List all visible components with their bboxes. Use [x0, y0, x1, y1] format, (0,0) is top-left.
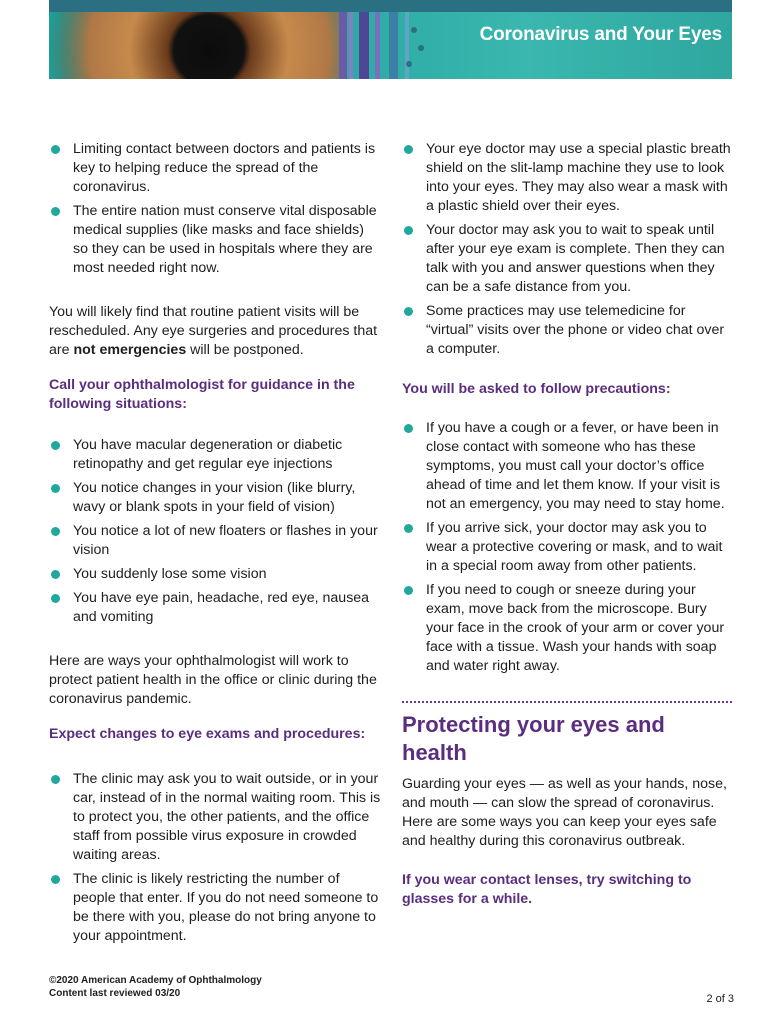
bullet-icon — [51, 207, 60, 216]
list-item: Some practices may use telemedicine for “virtual” visits over the phone or video chat over a computer. — [402, 302, 734, 359]
list-item: You notice a lot of new floaters or flashes in your vision — [49, 522, 381, 560]
guidance-bullets — [49, 436, 381, 627]
copyright: ©2020 American Academy of Ophthalmology — [49, 975, 262, 986]
list-item: The clinic may ask you to wait outside, or in your car, instead of in the normal waiting room. This is to protect you, the other patients, and the office staff from possible virus exposure in crowded waiting areas. — [49, 770, 381, 865]
contact-bullets — [49, 140, 381, 278]
precautions-heading: You will be asked to follow precautions: — [402, 381, 671, 397]
bullet-icon — [51, 145, 60, 154]
bullet-icon — [404, 307, 413, 316]
section-title: Protecting your eyes and health — [402, 712, 665, 765]
bullet-icon — [404, 226, 413, 235]
list-item: You notice changes in your vision (like blurry, wavy or blank spots in your field of vision) — [49, 479, 381, 517]
bullet-icon — [51, 527, 60, 536]
list-item: If you have a cough or a fever, or have been in close contact with someone who has these symptoms, you must call your doctor’s office ahead of time and let them know. If your visit is not an emergency, you may need to stay home. — [402, 419, 734, 514]
section-paragraph: Guarding your eyes — as well as your hands, nose, and mouth — can slow the spread of coronavirus. Here are some ways you can keep your eyes safe and healthy during this coronavirus outbreak. — [402, 776, 727, 849]
list-item: Your doctor may ask you to wait to speak until after your eye exam is complete. Then they can talk with you and answer questions when they can be a safe distance from you. — [402, 221, 734, 297]
list-item: The entire nation must conserve vital disposable medical supplies (like masks and face shields) so they can be used in hospitals where they are most needed right now. — [49, 202, 381, 278]
header-banner — [49, 0, 732, 79]
exams-heading: Expect changes to eye exams and procedures: — [49, 726, 366, 742]
reschedule-paragraph: You will likely find that routine patient visits will be rescheduled. Any eye surgeries and procedures that are not emergencies will be postponed. — [49, 304, 378, 358]
bullet-icon — [404, 524, 413, 533]
exam-change-bullets — [402, 140, 734, 359]
list-item: The clinic is likely restricting the number of people that enter. If you do not need someone to be there with you, please do not bring anyone to your appointment. — [49, 870, 381, 946]
left-column — [49, 140, 381, 951]
bullet-icon — [51, 775, 60, 784]
right-column — [402, 140, 734, 909]
precautions-bullets — [402, 419, 734, 676]
guidance-heading: Call your ophthalmologist for guidance in the following situations: — [49, 377, 355, 412]
list-item: You have eye pain, headache, red eye, nausea and vomiting — [49, 589, 381, 627]
eye-illustration — [49, 0, 429, 79]
bullet-icon — [404, 586, 413, 595]
document-title: Coronavirus and Your Eyes — [479, 24, 722, 45]
list-item: If you arrive sick, your doctor may ask you to wear a protective covering or mask, and to wait in a special room away from other patients. — [402, 519, 734, 576]
bullet-icon — [404, 145, 413, 154]
list-item: You suddenly lose some vision — [49, 565, 381, 584]
bullet-icon — [51, 441, 60, 450]
bullet-icon — [51, 484, 60, 493]
bullet-icon — [51, 594, 60, 603]
list-item: If you need to cough or sneeze during your exam, move back from the microscope. Bury your face in the crook of your arm or cover your face with a tissue. Wash your hands with soap and water right away. — [402, 581, 734, 676]
exams-bullets — [49, 770, 381, 946]
contact-lens-heading: If you wear contact lenses, try switching to glasses for a while. — [402, 872, 692, 907]
bullet-icon — [404, 424, 413, 433]
bullet-icon — [51, 570, 60, 579]
protect-paragraph: Here are ways your ophthalmologist will work to protect patient health in the office or clinic during the coronavirus pandemic. — [49, 653, 377, 707]
footer — [49, 974, 262, 1000]
list-item: You have macular degeneration or diabetic retinopathy and get regular eye injections — [49, 436, 381, 474]
review-date: Content last reviewed 03/20 — [49, 988, 181, 999]
list-item: Limiting contact between doctors and patients is key to helping reduce the spread of the coronavirus. — [49, 140, 381, 197]
page-number: 2 of 3 — [706, 993, 734, 1005]
bullet-icon — [51, 875, 60, 884]
list-item: Your eye doctor may use a special plastic breath shield on the slit-lamp machine they use to look into your eyes. They may also wear a mask with a plastic shield over their eyes. — [402, 140, 734, 216]
